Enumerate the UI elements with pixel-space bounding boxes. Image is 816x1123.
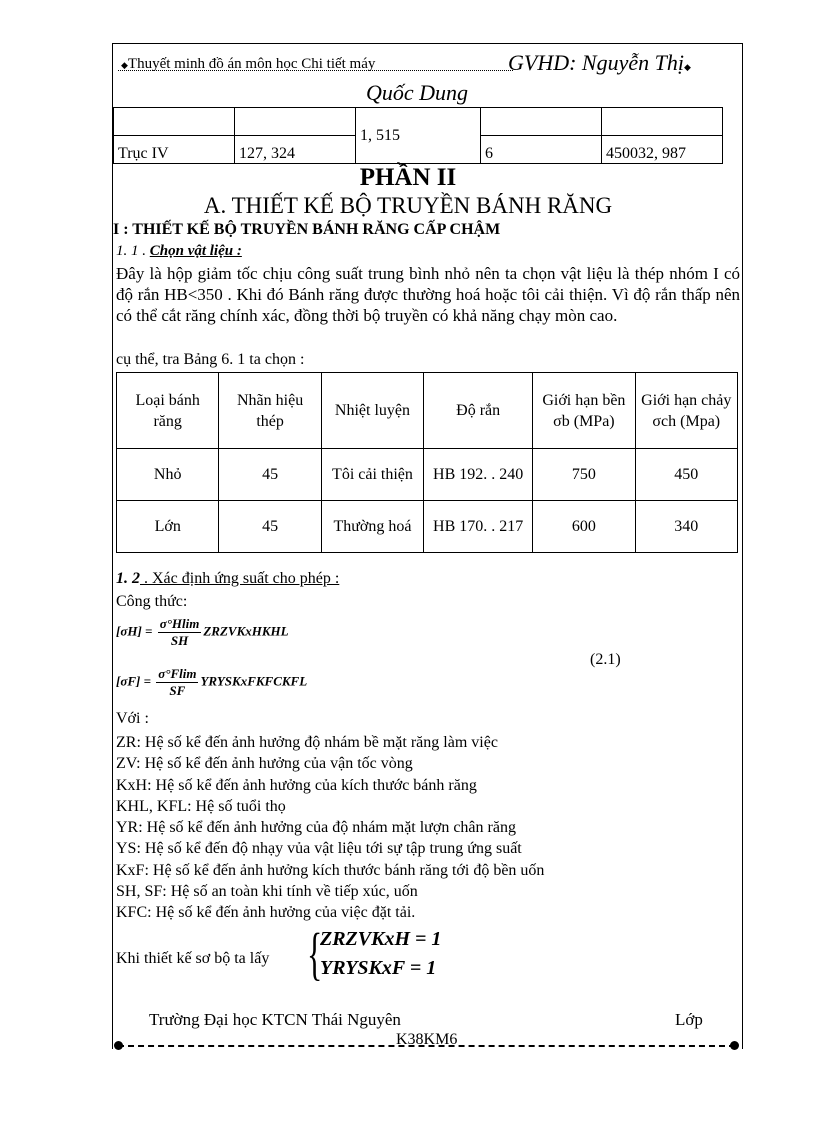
shaft-table <box>113 107 723 164</box>
material-table <box>116 372 738 553</box>
table-cell: 600 <box>533 501 635 553</box>
table-cell: HB 192. . 240 <box>424 449 533 501</box>
dot-icon <box>730 1041 739 1050</box>
with-label: Với : <box>116 710 149 727</box>
table-row <box>117 449 738 501</box>
footer-class-label: Lớp <box>675 1010 703 1029</box>
table-intro: cụ thể, tra Bảng 6. 1 ta chọn : <box>116 351 305 368</box>
footer-class-value: K38KM6 <box>396 1031 458 1048</box>
footer-line <box>118 1045 735 1047</box>
subsection-title: Chọn vật liệu : <box>149 243 242 259</box>
preliminary-text: Khi thiết kế sơ bộ ta lấy <box>116 950 270 967</box>
header-left-text: Thuyết minh đồ án môn học Chi tiết máy <box>127 56 376 72</box>
table-header: Giới hạn bền σb (MPa) <box>533 373 635 449</box>
table-header: Giới hạn chảy σch (Mpa) <box>635 373 737 449</box>
subsection-1-2 <box>116 570 339 588</box>
table-cell: Thường hoá <box>321 501 423 553</box>
definition-list <box>116 732 544 924</box>
table-row <box>114 108 723 136</box>
subsection-1-1 <box>116 243 242 260</box>
preliminary-eq-2: YRYSKxF = 1 <box>320 957 437 979</box>
table-cell: 340 <box>635 501 737 553</box>
subsection-number: 1. 1 . <box>116 243 150 259</box>
list-item: KxH: Hệ số kể đến ảnh hưởng của kích thước bánh răng <box>116 776 477 794</box>
table-row <box>117 501 738 553</box>
header-advisor-name: Quốc Dung <box>366 80 469 105</box>
table-cell <box>602 108 723 136</box>
table-cell: 45 <box>219 449 321 501</box>
table-header-row <box>117 373 738 449</box>
header-right <box>508 50 691 76</box>
table-cell <box>481 108 602 136</box>
header-advisor: GVHD: Nguyễn Thị <box>508 50 684 75</box>
table-header: Nhãn hiệu thép <box>219 373 321 449</box>
bullet-icon: ◆ <box>683 62 691 72</box>
brace-icon: { <box>307 921 323 986</box>
table-cell: 450032, 987 <box>602 136 723 164</box>
table-cell <box>235 108 356 136</box>
list-item: ZV: Hệ số kể đến ảnh hưởng của vận tốc vòng <box>116 755 413 773</box>
table-cell: Lớn <box>117 501 219 553</box>
table-header: Nhiệt luyện <box>321 373 423 449</box>
formula-numerator: σ°Hlim <box>159 616 200 631</box>
formula-numerator: σ°Flim <box>158 666 197 681</box>
table-cell: 450 <box>635 449 737 501</box>
formula-rhs: YRYSKxFKFCKFL <box>200 673 308 689</box>
subsection-number: 1. 2 <box>116 570 140 587</box>
table-cell: Nhỏ <box>117 449 219 501</box>
table-cell: 127, 324 <box>235 136 356 164</box>
section-a-title: A. THIẾT KẾ BỘ TRUYỀN BÁNH RĂNG <box>203 193 613 218</box>
formula-sigma-h <box>116 616 289 649</box>
list-item: KHL, KFL: Hệ số tuổi thọ <box>116 797 286 815</box>
formula-rhs: ZRZVKxHKHL <box>203 623 289 639</box>
subsection-title: . Xác định ứng suất cho phép : <box>140 570 340 587</box>
table-cell: 750 <box>533 449 635 501</box>
formula-fraction <box>156 666 198 699</box>
table-cell <box>114 108 235 136</box>
table-cell: HB 170. . 217 <box>424 501 533 553</box>
section-i-title: I : THIẾT KẾ BỘ TRUYỀN BÁNH RĂNG CẤP CHẬM <box>113 221 501 238</box>
formula-lhs: [σH] = <box>116 623 156 639</box>
dot-icon <box>114 1041 123 1050</box>
table-cell: 1, 515 <box>356 108 481 164</box>
material-paragraph: Đây là hộp giảm tốc chịu công suất trung bình nhỏ nên ta chọn vật liệu là thép nhóm I có độ rắn HB<350 . Khi đó Bánh răng được thường hoá hoặc tôi cải thiện. Vì độ rắn thấp nên có thể cắt răng chính xác, đồng thời bộ truyền có khả năng chạy mòn cao. <box>116 264 740 325</box>
table-header: Loại bánh răng <box>117 373 219 449</box>
formula-sigma-f <box>116 666 307 699</box>
preliminary-eq-1: ZRZVKxH = 1 <box>320 928 442 950</box>
formula-denominator: SH <box>170 633 189 648</box>
part-title: PHẦN II <box>359 164 457 191</box>
list-item: YR: Hệ số kể đến ảnh hưởng của độ nhám mặt lượn chân răng <box>116 819 516 837</box>
formula-fraction <box>158 616 202 649</box>
footer-school: Trường Đại học KTCN Thái Nguyên <box>149 1010 401 1029</box>
header-dotted-line <box>118 70 513 71</box>
list-item: KFC: Hệ số kể đến ảnh hưởng của việc đặt tải. <box>116 904 416 922</box>
list-item: KxF: Hệ số kể đến ảnh hưởng kích thước bánh răng tới độ bền uốn <box>116 861 545 879</box>
list-item: YS: Hệ số kể đến độ nhạy vủa vật liệu tới sự tập trung ứng suất <box>116 840 522 858</box>
table-cell: 45 <box>219 501 321 553</box>
table-cell: 6 <box>481 136 602 164</box>
table-cell: Tôi cải thiện <box>321 449 423 501</box>
equation-number: (2.1) <box>590 651 621 668</box>
list-item: SH, SF: Hệ số an toàn khi tính về tiếp xúc, uốn <box>116 883 418 901</box>
formula-denominator: SF <box>169 683 186 698</box>
table-header: Độ rắn <box>424 373 533 449</box>
table-cell: Trục IV <box>114 136 235 164</box>
formula-lhs: [σF] = <box>116 673 155 689</box>
bullet-icon: ◆ <box>121 60 128 70</box>
list-item: ZR: Hệ số kể đến ảnh hưởng độ nhám bề mặt răng làm việc <box>116 734 498 751</box>
formula-label: Công thức: <box>116 593 188 610</box>
